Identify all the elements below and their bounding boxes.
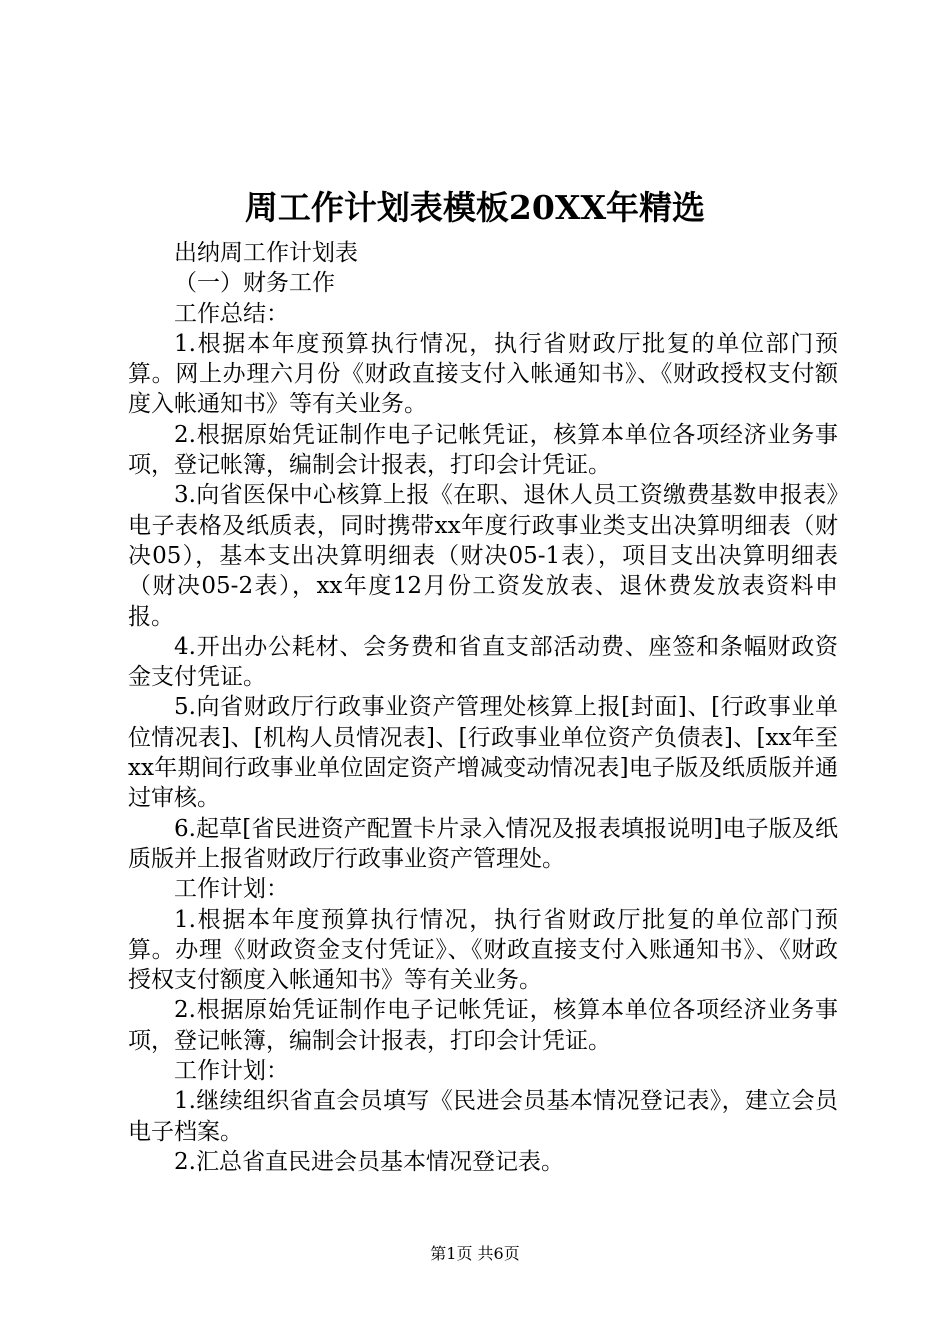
paragraph: 1.根据本年度预算执行情况，执行省财政厅批复的单位部门预算。网上办理六月份《财政直接支付入帐通知书》、《财政授权支付额度入帐通知书》等有关业务。 <box>128 330 838 418</box>
document-body <box>128 238 838 1177</box>
page-footer: 第1页 共6页 <box>430 1244 520 1263</box>
paragraph: 2.根据原始凭证制作电子记帐凭证，核算本单位各项经济业务事项，登记帐簿，编制会计报表，打印会计凭证。 <box>128 997 838 1054</box>
paragraph: 2.汇总省直民进会员基本情况登记表。 <box>174 1148 564 1175</box>
paragraph: 1.继续组织省直会员填写《民进会员基本情况登记表》，建立会员电子档案。 <box>128 1088 838 1145</box>
paragraph: 5.向省财政厅行政事业资产管理处核算上报[封面]、[行政事业单位情况表]、[机构人员情况表]、[行政事业单位资产负债表]、[xx年至xx年期间行政事业单位固定资产增减变动情况表]电子版及纸质版并通过审核。 <box>128 694 838 812</box>
paragraph: 3.向省医保中心核算上报《在职、退休人员工资缴费基数申报表》电子表格及纸质表，同时携带xx年度行政事业类支出决算明细表（财决05），基本支出决算明细表（财决05-1表），项目支出决算明细表（财决05-2表），xx年度12月份工资发放表、退休费发放表资料申报。 <box>128 482 838 630</box>
paragraph: （一）财务工作 <box>174 270 335 297</box>
paragraph: 出纳周工作计划表 <box>174 240 358 266</box>
document-title: 周工作计划表模板20XX年精选 <box>244 188 706 227</box>
paragraph: 4.开出办公耗材、会务费和省直支部活动费、座签和条幅财政资金支付凭证。 <box>128 633 838 691</box>
paragraph: 工作计划： <box>174 1058 289 1085</box>
paragraph: 工作计划： <box>174 876 289 903</box>
paragraph: 1.根据本年度预算执行情况，执行省财政厅批复的单位部门预算。办理《财政资金支付凭证》、《财政直接支付入账通知书》、《财政授权支付额度入帐通知书》等有关业务。 <box>128 906 838 994</box>
paragraph: 2.根据原始凭证制作电子记帐凭证，核算本单位各项经济业务事项，登记帐簿，编制会计报表，打印会计凭证。 <box>128 421 838 479</box>
paragraph: 6.起草[省民进资产配置卡片录入情况及报表填报说明]电子版及纸质版并上报省财政厅行政事业资产管理处。 <box>128 815 838 872</box>
paragraph: 工作总结： <box>174 300 289 327</box>
